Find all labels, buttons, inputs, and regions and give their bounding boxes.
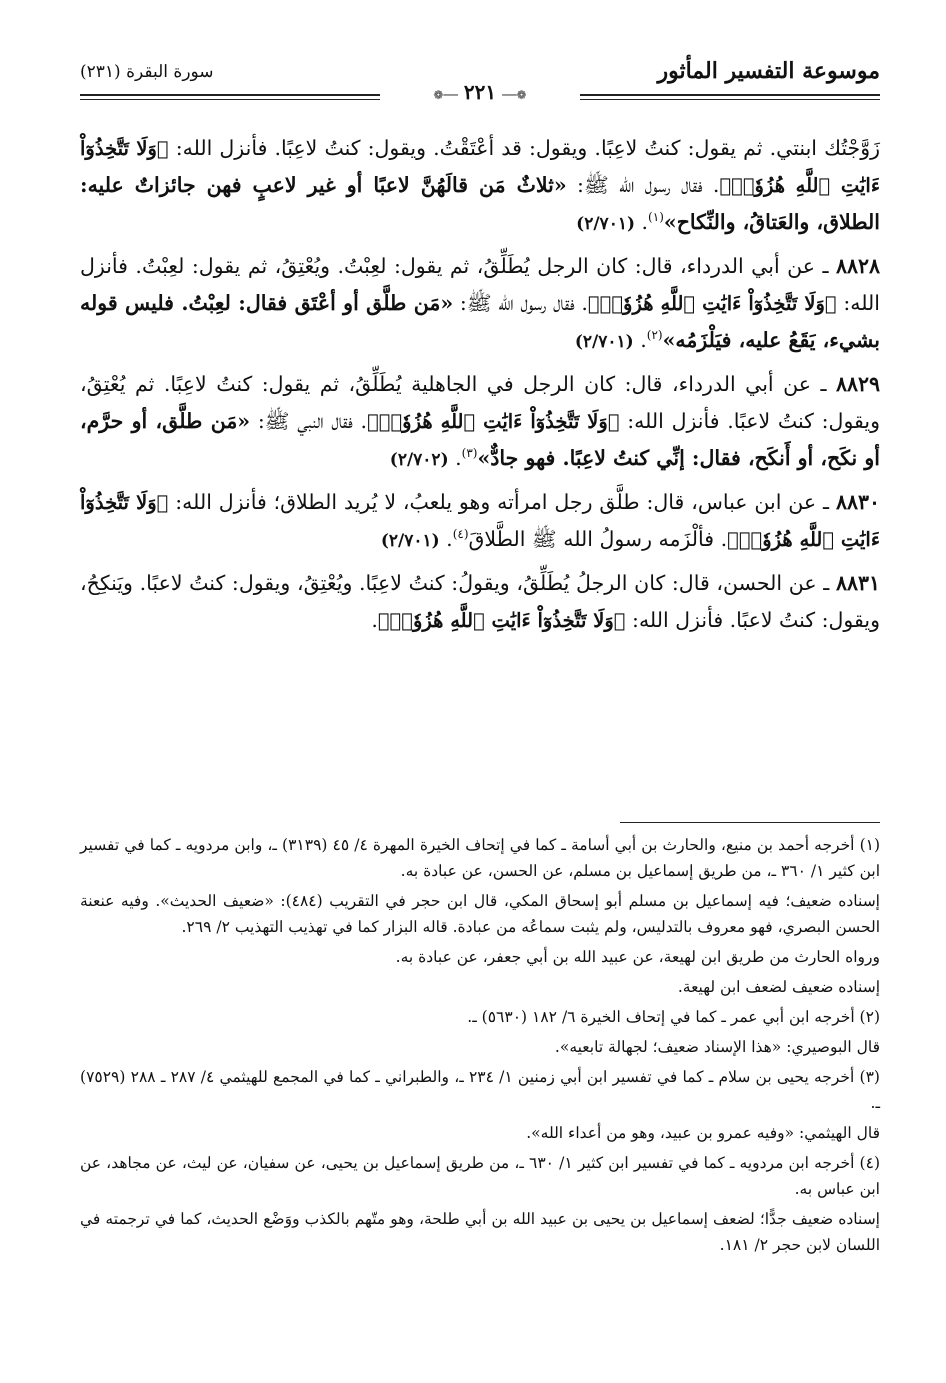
book-page [80,52,880,1342]
hadith-entry [80,248,880,361]
hadith-text-end: . [448,446,462,470]
ornament-left-icon: ❁── [502,88,527,102]
hadith-text-end: . [635,210,649,234]
page-number: ٢٢١ [463,80,497,104]
footnote: قال البوصيري: «هذا الإسناد ضعيف؛ لجهالة تابعيه». [554,1038,880,1056]
hadith-text: ـ عن ابن عباس، قال: طلَّق رجل امرأته وهو يلعبُ، لا يُريد الطلاق؛ فأنزل الله: [168,490,836,514]
footnote: إسناده ضعيف لضعف ابن لهيعة. [677,978,880,996]
footnote: (٣) أخرجه يحيى بن سلام ـ كما في تفسير ابن أبي زمنين ١/ ٢٣٤ ـ، والطبراني ـ كما في المجمع للهيثمي ٤/ ٢٨٧ ـ ٢٨٨ (٧٥٢٩) ـ. [80,1068,880,1112]
hadith-text-end: . [633,328,647,352]
hadith-number: ٨٨٢٩ [835,372,880,396]
quran-verse: ﴿وَلَا تَتَّخِذُوٓاْ ءَايَٰتِ ٱللَّهِ هُزُوٗاۚ﴾ [377,609,626,632]
hadith-text: ـ عن أبي الدرداء، قال: كان الرجل في الجاهلية يُطَلِّقُ، ثم يقول: كنتُ لاعِبًا. ثم يُعْتِقُ، ويقول: كنتُ لاعبًا. فأنزل الله: [80,372,881,433]
volume-reference: (٢/٧٠١) [576,214,635,234]
footnote-separator [620,822,880,823]
volume-reference: (٢/٧٠١) [380,531,440,551]
prophetic-saying: «مَن طلَّق أو أعْتَق فقال: لعِبْتُ. فليس قوله بشيء، يَقَعُ عليه، فيَلْزَمُه» [80,291,880,352]
footnotes [80,832,880,1262]
prophetic-saying: «مَن طلَّق، أو حرَّم، أو نكَح، أو أَنكَح، فقال: إنِّي كنتُ لاعِبًا. فهو جادٌّ» [80,409,880,470]
hadith-number: ٨٨٣١ [835,571,880,595]
footnote: (١) أخرجه أحمد بن منيع، والحارث بن أبي أسامة ـ كما في إتحاف الخيرة المهرة ٤/ ٤٥ (٣١٣٩) ـ، وابن مردويه ـ كما في تفسير ابن كثير ١/ ٣٦٠ ـ، من طريق إسماعيل بن مسلم، عن الحسن، عن عبادة به. [80,836,881,880]
quran-verse: ﴿وَلَا تَتَّخِذُوٓاْ ءَايَٰتِ ٱللَّهِ هُزُوٗاۚ﴾ [80,137,881,197]
page-number-block [380,80,580,104]
prophetic-saying: «ثلاثٌ مَن قالَهُنَّ لاعبًا أو غير لاعبٍ فهن جائزاتٌ عليه: الطلاق، والعَتاقُ، والنِّكاح» [80,173,880,234]
hadith-text-end: . [439,527,453,551]
hadith-entry [80,366,880,479]
surah-label: سورة البقرة (٢٣١) [80,62,214,82]
footnote: ورواه الحارث من طريق ابن لهيعة، عن عبيد الله بن أبي جعفر، عن عبادة به. [395,948,880,966]
footnote: قال الهيثمي: «وفيه عمرو بن عبيد، وهو من أعداء الله». [526,1124,880,1142]
quran-verse: ﴿وَلَا تَتَّخِذُوٓاْ ءَايَٰتِ ٱللَّهِ هُزُوٗاۚ﴾ [367,410,620,433]
footnote: إسناده ضعيف؛ فيه إسماعيل بن مسلم أبو إسحاق المكي، قال ابن حجر في التقريب (٤٨٤): «ضعيف الحديث». وفيه عنعنة الحسن البصري، فهو معروف بالتدليس، ولم يثبت سماعُه من عبادة. قاله البزار كما في تهذيب التهذيب ٢/ ٢٦٩. [80,892,880,936]
hadith-text-cont: . فقال النبي ﷺ: [250,409,368,433]
running-header [80,52,880,104]
hadith-entry [80,565,880,641]
ornament-right-icon: ──❁ [433,88,458,102]
footnote-marker: (٣) [461,446,478,461]
hadith-text-cont: . فألْزَمه رسولُ الله ﷺ الطَّلاقَ [468,527,728,551]
volume-reference: (٢/٧٠٢) [389,450,449,470]
footnote: (٤) أخرجه ابن مردويه ـ كما في تفسير ابن كثير ١/ ٦٣٠ ـ، من طريق إسماعيل بن يحيى، عن سفيان، عن ليث، عن مجاهد، عن ابن عباس به. [80,1154,880,1198]
footnote: (٢) أخرجه ابن أبي عمر ـ كما في إتحاف الخيرة ٦/ ١٨٢ (٥٦٣٠) ـ. [467,1008,880,1026]
hadith-text-cont: . [371,608,378,632]
footnote: إسناده ضعيف جدًّا؛ لضعف إسماعيل بن يحيى بن عبيد الله بن أبي طلحة، وهو متّهم بالكذب ووَضْع الحديث، كما في ترجمته في اللسان لابن حجر ٢/ ١٨١. [80,1210,880,1254]
hadith-number: ٨٨٢٨ [835,254,880,278]
footnote-marker: (٤) [452,527,469,542]
hadith-text: ـ عن أبي الدرداء، قال: كان الرجل يُطَلِّقُ، ثم يقول: لعِبْتُ. ويُعْتِقُ، ثم يقول: لعِبْتُ. فأنزل الله: [80,254,880,315]
book-title: موسوعة التفسير المأثور [657,58,880,84]
hadith-entry [80,130,880,243]
footnote-marker: (١) [648,210,664,225]
hadith-text: ـ عن الحسن، قال: كان الرجلُ يُطَلِّقُ، ويقولُ: كنتُ لاعِبًا. ويُعْتِقُ، ويقول: كنتُ لاعبًا. ويَنكِحُ، ويقول: كنتُ لاعبًا. فأنزل الله: [80,571,880,632]
hadith-entry [80,484,880,560]
volume-reference: (٢/٧٠١) [574,332,634,352]
hadith-text-cont: . فقال رسول الله ﷺ: [453,291,588,315]
quran-verse: ﴿وَلَا تَتَّخِذُوٓاْ ءَايَٰتِ ٱللَّهِ هُزُوٗاۚ﴾ [80,491,880,551]
footnote-marker: (٢) [646,328,663,343]
hadith-number: ٨٨٣٠ [835,490,880,514]
hadith-text: زَوَّجْتُك ابنتي. ثم يقول: كنتُ لاعِبًا. ويقول: قد أعْتَقْتُ. ويقول: كنتُ لاعِبًا. فأنزل الله: [168,136,881,160]
main-text [80,130,880,641]
quran-verse: ﴿وَلَا تَتَّخِذُوٓاْ ءَايَٰتِ ٱللَّهِ هُزُوٗاۚ﴾ [587,292,837,315]
hadith-text-cont: . فقال رسول الله ﷺ: [566,173,720,197]
